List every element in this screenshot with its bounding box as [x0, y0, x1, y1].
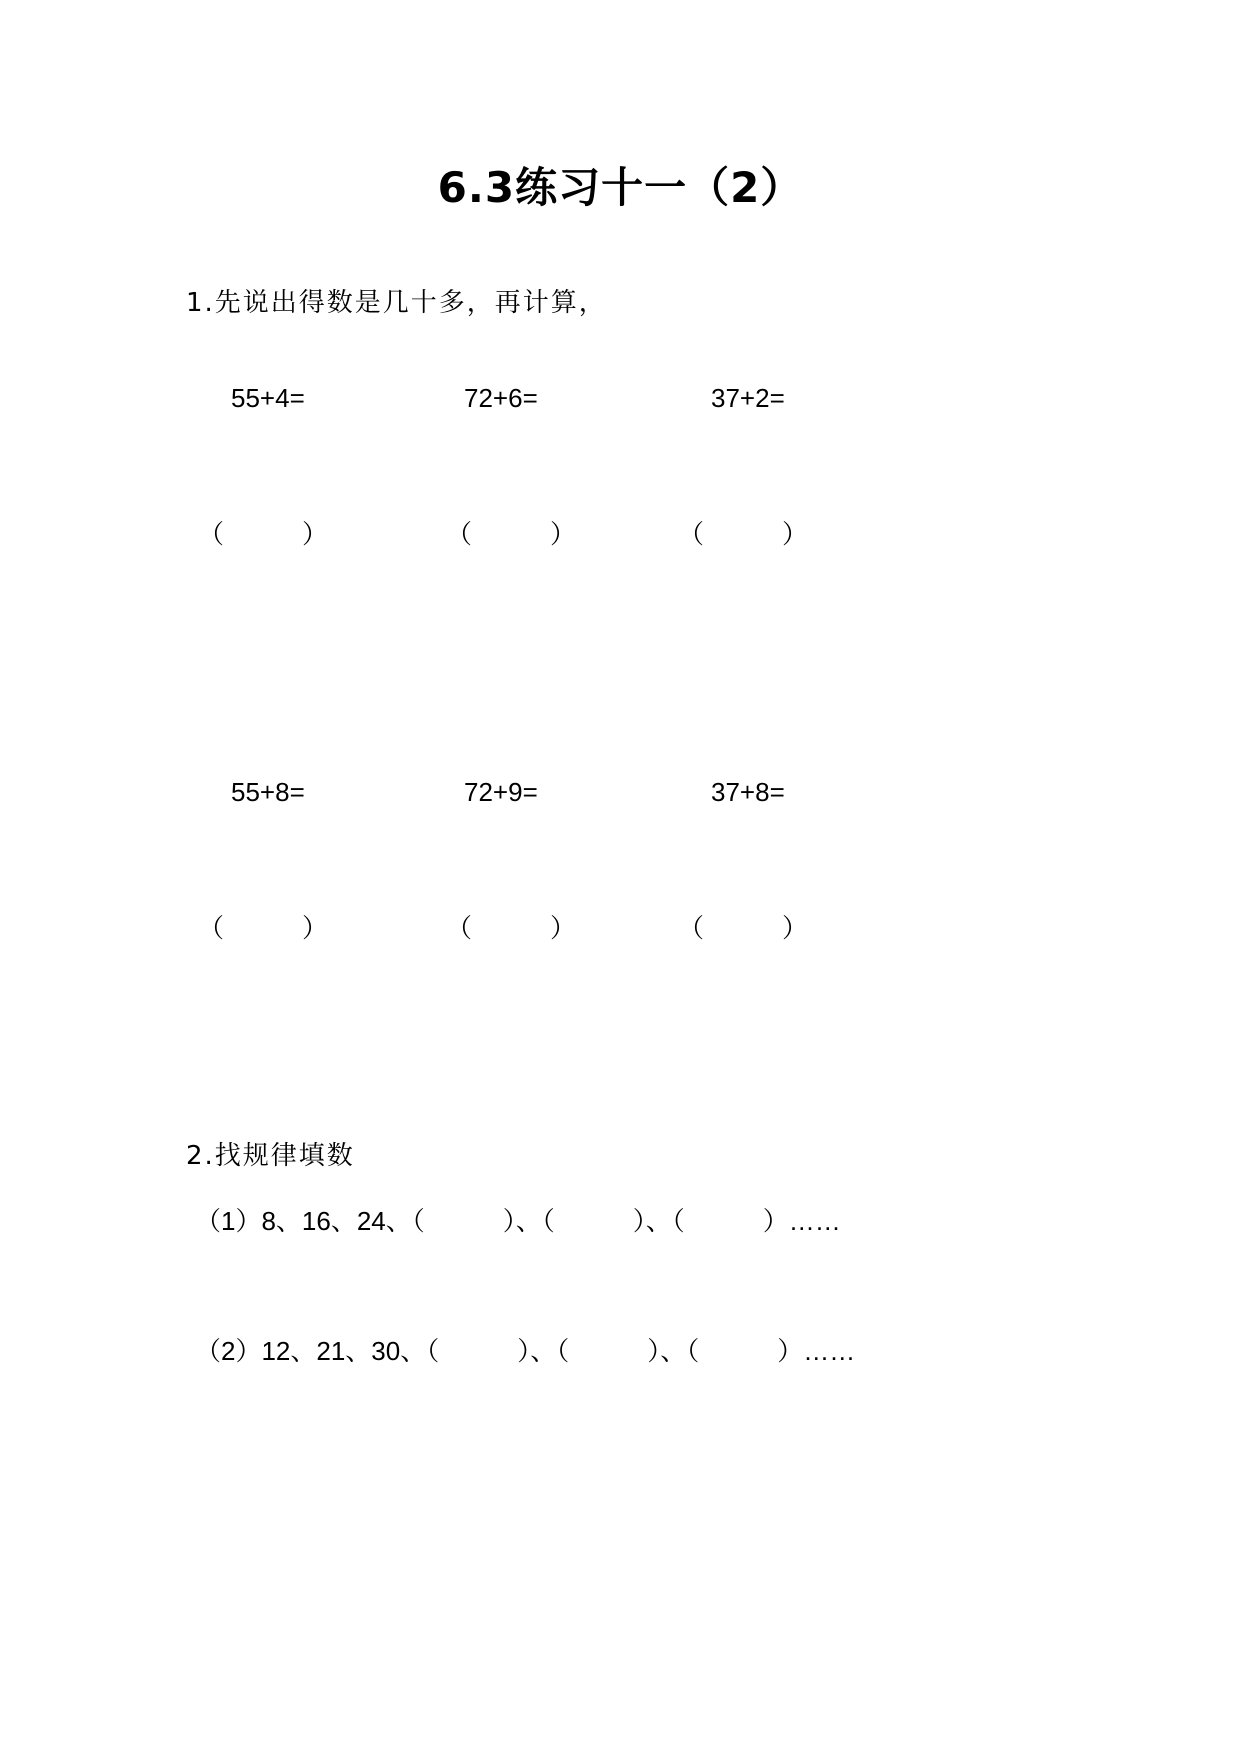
equation: 37+8= [711, 777, 785, 807]
answer-blank: （ ） [446, 914, 577, 944]
sequence-item: （2）12、21、30、（ ）、（ ）、（ ）…… [195, 1336, 856, 1366]
answer-blank: （ ） [678, 914, 809, 944]
page-title: 6.3练习十一（2） [437, 163, 804, 212]
sequence-item: （1）8、16、24、（ ）、（ ）、（ ）…… [195, 1206, 841, 1236]
equation: 72+6= [464, 383, 538, 413]
answer-blank: （ ） [678, 520, 809, 550]
answer-blank: （ ） [446, 520, 577, 550]
section2-heading: 2.找规律填数 [186, 1141, 355, 1171]
answer-blank: （ ） [198, 520, 329, 550]
equation: 55+4= [231, 383, 305, 413]
answer-blank: （ ） [198, 914, 329, 944]
equation: 55+8= [231, 777, 305, 807]
equation: 37+2= [711, 383, 785, 413]
equation: 72+9= [464, 777, 538, 807]
section1-heading: 1.先说出得数是几十多，再计算， [186, 288, 607, 318]
